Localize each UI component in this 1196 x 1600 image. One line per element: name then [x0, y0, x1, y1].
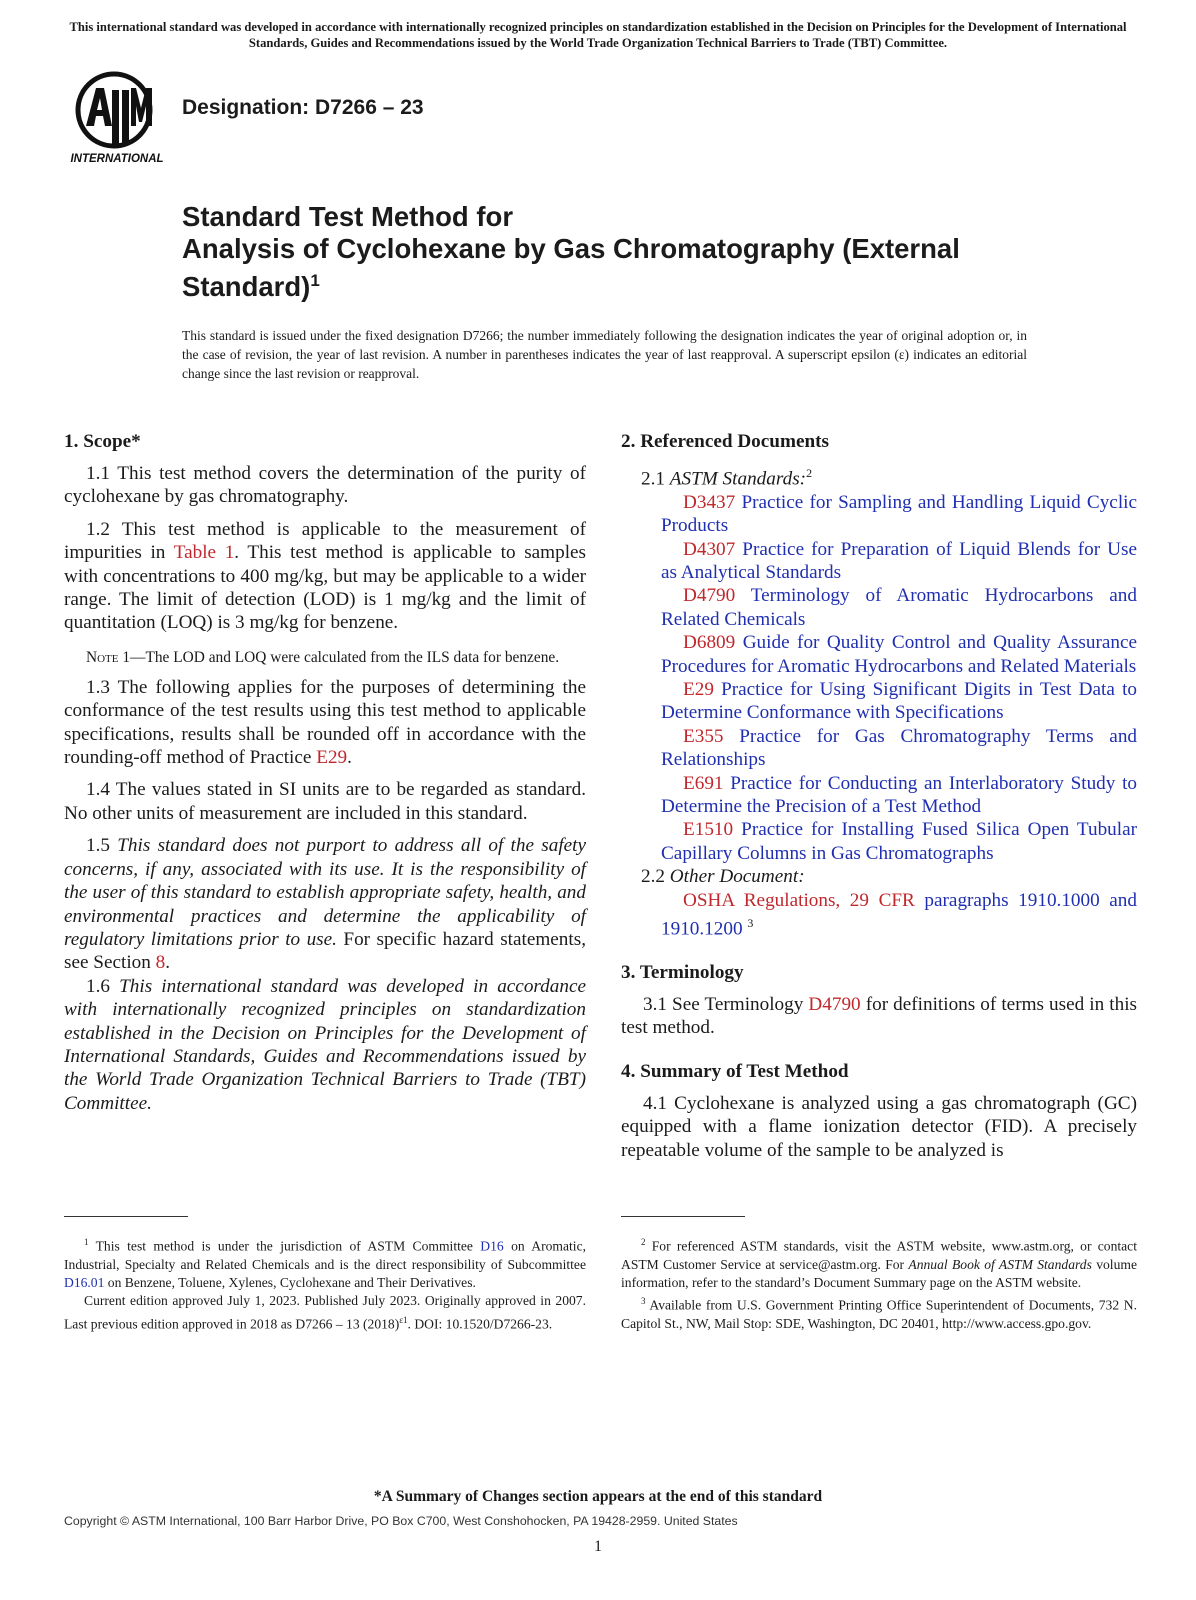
para-1-2-text-a: 1.2 This test method is applicable to the measurement of impurities in	[64, 518, 586, 564]
para-1-2-text-b: . This test method is applicable to samples with concentrations to 400 mg/kg, but may be applicable to a wider range. The limit of detection (LOD) is 1 mg/kg and the limit of quantitation (LOQ) is 3 mg/kg for benzene.	[64, 542, 587, 634]
e29-link[interactable]: E29	[316, 747, 348, 769]
edition-text-b: . DOI: 10.1520/D7266-23.	[407, 1316, 553, 1332]
scope-heading: 1. Scope*	[64, 431, 141, 452]
subhead-2-2-label: Other Document:	[669, 866, 805, 888]
edition-text-a: Current edition approved July 1, 2023. Published July 2023. Originally approved in 2007. Last previous edition approved in 2018 as D7266 – 13 (2018)	[64, 1293, 586, 1332]
para-1-2	[64, 518, 586, 635]
para-1-6-num: 1.6	[86, 975, 120, 997]
para-1-3	[64, 676, 586, 770]
title-line-1: Standard Test Method for	[182, 201, 514, 232]
ref-title[interactable]: Practice for Installing Fused Silica Open Tubular Capillary Columns in Gas Chromatographs	[661, 819, 1137, 864]
title-line-3-text: Standard)	[182, 271, 311, 303]
footnote-1-mark: 1	[84, 1237, 89, 1247]
table-1-link[interactable]: Table 1	[173, 542, 235, 564]
ref-code[interactable]: E29	[683, 679, 714, 701]
para-1-3-text-b: .	[347, 747, 352, 769]
footnote-1-text-b: on Aromatic, Industrial, Specialty and Related Chemicals and is the direct responsibility of Subcommittee	[64, 1238, 587, 1272]
ref-title[interactable]: Practice for Preparation of Liquid Blends for Use as Analytical Standards	[661, 538, 1137, 584]
para-1-1: 1.1 This test method covers the determination of the purity of cyclohexane by gas chromatography.	[64, 463, 586, 508]
title-line-2: Analysis of Cyclohexane by Gas Chromatography (External	[182, 233, 960, 264]
right-column	[621, 430, 1137, 1162]
ref-item-d4307[interactable]	[621, 538, 1137, 585]
footnote-1-edition	[64, 1292, 586, 1333]
footnotes-right	[621, 1233, 1137, 1334]
ref-code[interactable]: D3437	[683, 491, 736, 513]
ref-title[interactable]: Terminology of Aromatic Hydrocarbons and Related Chemicals	[661, 585, 1137, 630]
footnote-2-mark: 2	[641, 1237, 646, 1247]
ref-title[interactable]: Guide for Quality Control and Quality Assurance Procedures for Aromatic Hydrocarbons and Related Materials	[661, 632, 1138, 677]
footnote-2-italic: Annual Book of ASTM Standards	[908, 1256, 1092, 1272]
ref-code[interactable]: D6809	[683, 632, 736, 654]
para-1-3-text-a: 1.3 The following applies for the purposes of determining the conformance of the test results using this test method to applicable specifications, results shall be rounded off in accordance with the rounding-off method of Practice	[64, 676, 586, 769]
top-notice: This international standard was developed in accordance with internationally recognized principles on standardization established in the Decision on Principles for the Development of International Standards, Guides and Recommendations issued by the World Trade Organization Technical Barriers to Trade (TBT) Committee.	[69, 20, 1127, 50]
note-1-text: —The LOD and LOQ were calculated from the ILS data for benzene.	[130, 648, 560, 666]
terminology-heading: 3. Terminology	[621, 961, 744, 983]
footnote-2-text-a: For referenced ASTM standards, visit the ASTM website, www.astm.org, or contact ASTM Customer Service at service@astm.org. For	[621, 1238, 1137, 1272]
ref-item-d4790[interactable]	[621, 584, 1137, 631]
ref-title[interactable]: Practice for Sampling and Handling Liquid Cyclic Products	[661, 491, 1137, 537]
left-column	[64, 430, 586, 1115]
para-3-1-text-b: for definitions of terms used in this test method.	[621, 993, 1138, 1039]
footnote-2	[621, 1233, 1137, 1292]
note-1-label: Note 1	[86, 648, 131, 666]
astm-standards-subhead	[621, 462, 1137, 491]
committee-d16-link[interactable]: D16	[480, 1238, 504, 1254]
astm-logo	[64, 68, 170, 168]
subhead-2-1-label: ASTM Standards:	[669, 468, 807, 490]
edition-epsilon: ε1	[399, 1314, 408, 1325]
copyright: Copyright © ASTM International, 100 Barr Harbor Drive, PO Box C700, West Conshohocken, PA 19428-2959. United States	[64, 1514, 738, 1528]
para-1-5-italic: This standard does not purport to address all of the safety concerns, if any, associated with its use. It is the responsibility of the user of this standard to establish appropriate safety, health, and environmental practices and determine the applicability of regulatory limitations prior to use.	[64, 835, 587, 950]
summary-heading: 4. Summary of Test Method	[621, 1060, 849, 1082]
footnote-rule-left	[64, 1216, 188, 1217]
ref-code[interactable]: D4307	[683, 538, 736, 560]
title-line-3	[182, 265, 1082, 303]
footnote-rule-right	[621, 1216, 745, 1217]
referenced-documents-heading: 2. Referenced Documents	[621, 431, 829, 452]
footnote-1	[64, 1233, 586, 1292]
para-1-6	[64, 975, 586, 1115]
note-1	[64, 648, 586, 667]
ref-code[interactable]: D4790	[683, 585, 736, 607]
ref-item-e1510[interactable]	[621, 818, 1137, 865]
other-document-subhead	[621, 865, 1137, 888]
ref-code[interactable]: E355	[683, 725, 724, 747]
ref-title[interactable]: Practice for Conducting an Interlaboratory Study to Determine the Precision of a Test Method	[661, 772, 1137, 818]
summary-of-changes-note: *A Summary of Changes section appears at the end of this standard	[373, 1488, 823, 1505]
footnote-3	[621, 1292, 1137, 1333]
ref-title[interactable]: Practice for Gas Chromatography Terms and Relationships	[661, 725, 1138, 771]
astm-logo-icon	[64, 68, 170, 168]
footnote-1-text-c: on Benzene, Toluene, Xylenes, Cyclohexane and Their Derivatives.	[104, 1275, 476, 1291]
footnote-1-text-a: This test method is under the jurisdiction of ASTM Committee	[95, 1238, 481, 1254]
para-3-1	[621, 993, 1137, 1040]
ref-item-d6809[interactable]	[621, 631, 1137, 678]
subhead-2-1-footnote-mark[interactable]: 2	[806, 466, 813, 480]
title-footnote-mark[interactable]: 1	[310, 271, 320, 290]
ref-item-e355[interactable]	[621, 725, 1137, 772]
subhead-2-2-num: 2.2	[641, 866, 670, 888]
logo-text: INTERNATIONAL	[70, 153, 164, 165]
ref-title[interactable]: paragraphs 1910.1000 and 1910.1200	[661, 889, 1137, 940]
page-number: 1	[594, 1538, 602, 1555]
subhead-2-1-num: 2.1	[641, 468, 670, 490]
ref-item-osha[interactable]	[621, 889, 1137, 941]
ref-code[interactable]: E1510	[683, 819, 734, 841]
ref-item-e29[interactable]	[621, 678, 1137, 725]
issue-note: This standard is issued under the fixed designation D7266; the number immediately following the designation indicates the year of original adoption or, in the case of revision, the year of last revision. A number in parentheses indicates the year of last reapproval. A superscript epsilon (ε) indicates an editorial change since the last revision or reapproval.	[182, 328, 1027, 381]
para-1-6-italic: This international standard was developed in accordance with internationally recognized principles on standardization established in the Decision on Principles for the Development of International Standards, Guides and Recommendations issued by the World Trade Organization Technical Barriers to Trade (TBT) Committee.	[64, 975, 586, 1114]
ref-code[interactable]: E691	[683, 772, 724, 794]
ref-item-d3437[interactable]	[621, 491, 1137, 538]
osha-footnote-mark[interactable]: 3	[747, 916, 754, 931]
para-3-1-text-a: 3.1 See Terminology	[643, 993, 809, 1015]
ref-title[interactable]: Practice for Using Significant Digits in Test Data to Determine Conformance with Specifications	[661, 679, 1137, 724]
para-1-5-text-c: .	[165, 952, 171, 974]
footnote-3-mark: 3	[641, 1296, 646, 1307]
para-1-4: 1.4 The values stated in SI units are to be regarded as standard. No other units of measurement are included in this standard.	[64, 779, 586, 824]
subcommittee-d16-01-link[interactable]: D16.01	[64, 1275, 105, 1291]
para-1-5-text-b: For specific hazard statements, see Section	[64, 928, 586, 974]
section-8-link[interactable]: 8	[155, 952, 166, 974]
footnote-3-text: Available from U.S. Government Printing Office Superintendent of Documents, 732 N. Capitol St., NW, Mail Stop: SDE, Washington, DC 20401, http://www.access.gpo.gov.	[621, 1297, 1137, 1332]
d4790-link[interactable]: D4790	[808, 993, 861, 1015]
footnote-2-text-b: volume information, refer to the standard’s Document Summary page on the ASTM website.	[621, 1256, 1137, 1291]
ref-item-e691[interactable]	[621, 772, 1137, 819]
para-4-1: 4.1 Cyclohexane is analyzed using a gas chromatograph (GC) equipped with a flame ionization detector (FID). A precisely repeatable volume of the sample to be analyzed is	[621, 1092, 1137, 1161]
para-1-5	[64, 834, 586, 974]
ref-code[interactable]: OSHA Regulations, 29 CFR	[683, 889, 915, 911]
document-title	[182, 201, 1082, 303]
footnotes-left	[64, 1233, 586, 1334]
para-1-5-num: 1.5	[86, 835, 118, 857]
designation: Designation: D7266 – 23	[182, 96, 424, 119]
